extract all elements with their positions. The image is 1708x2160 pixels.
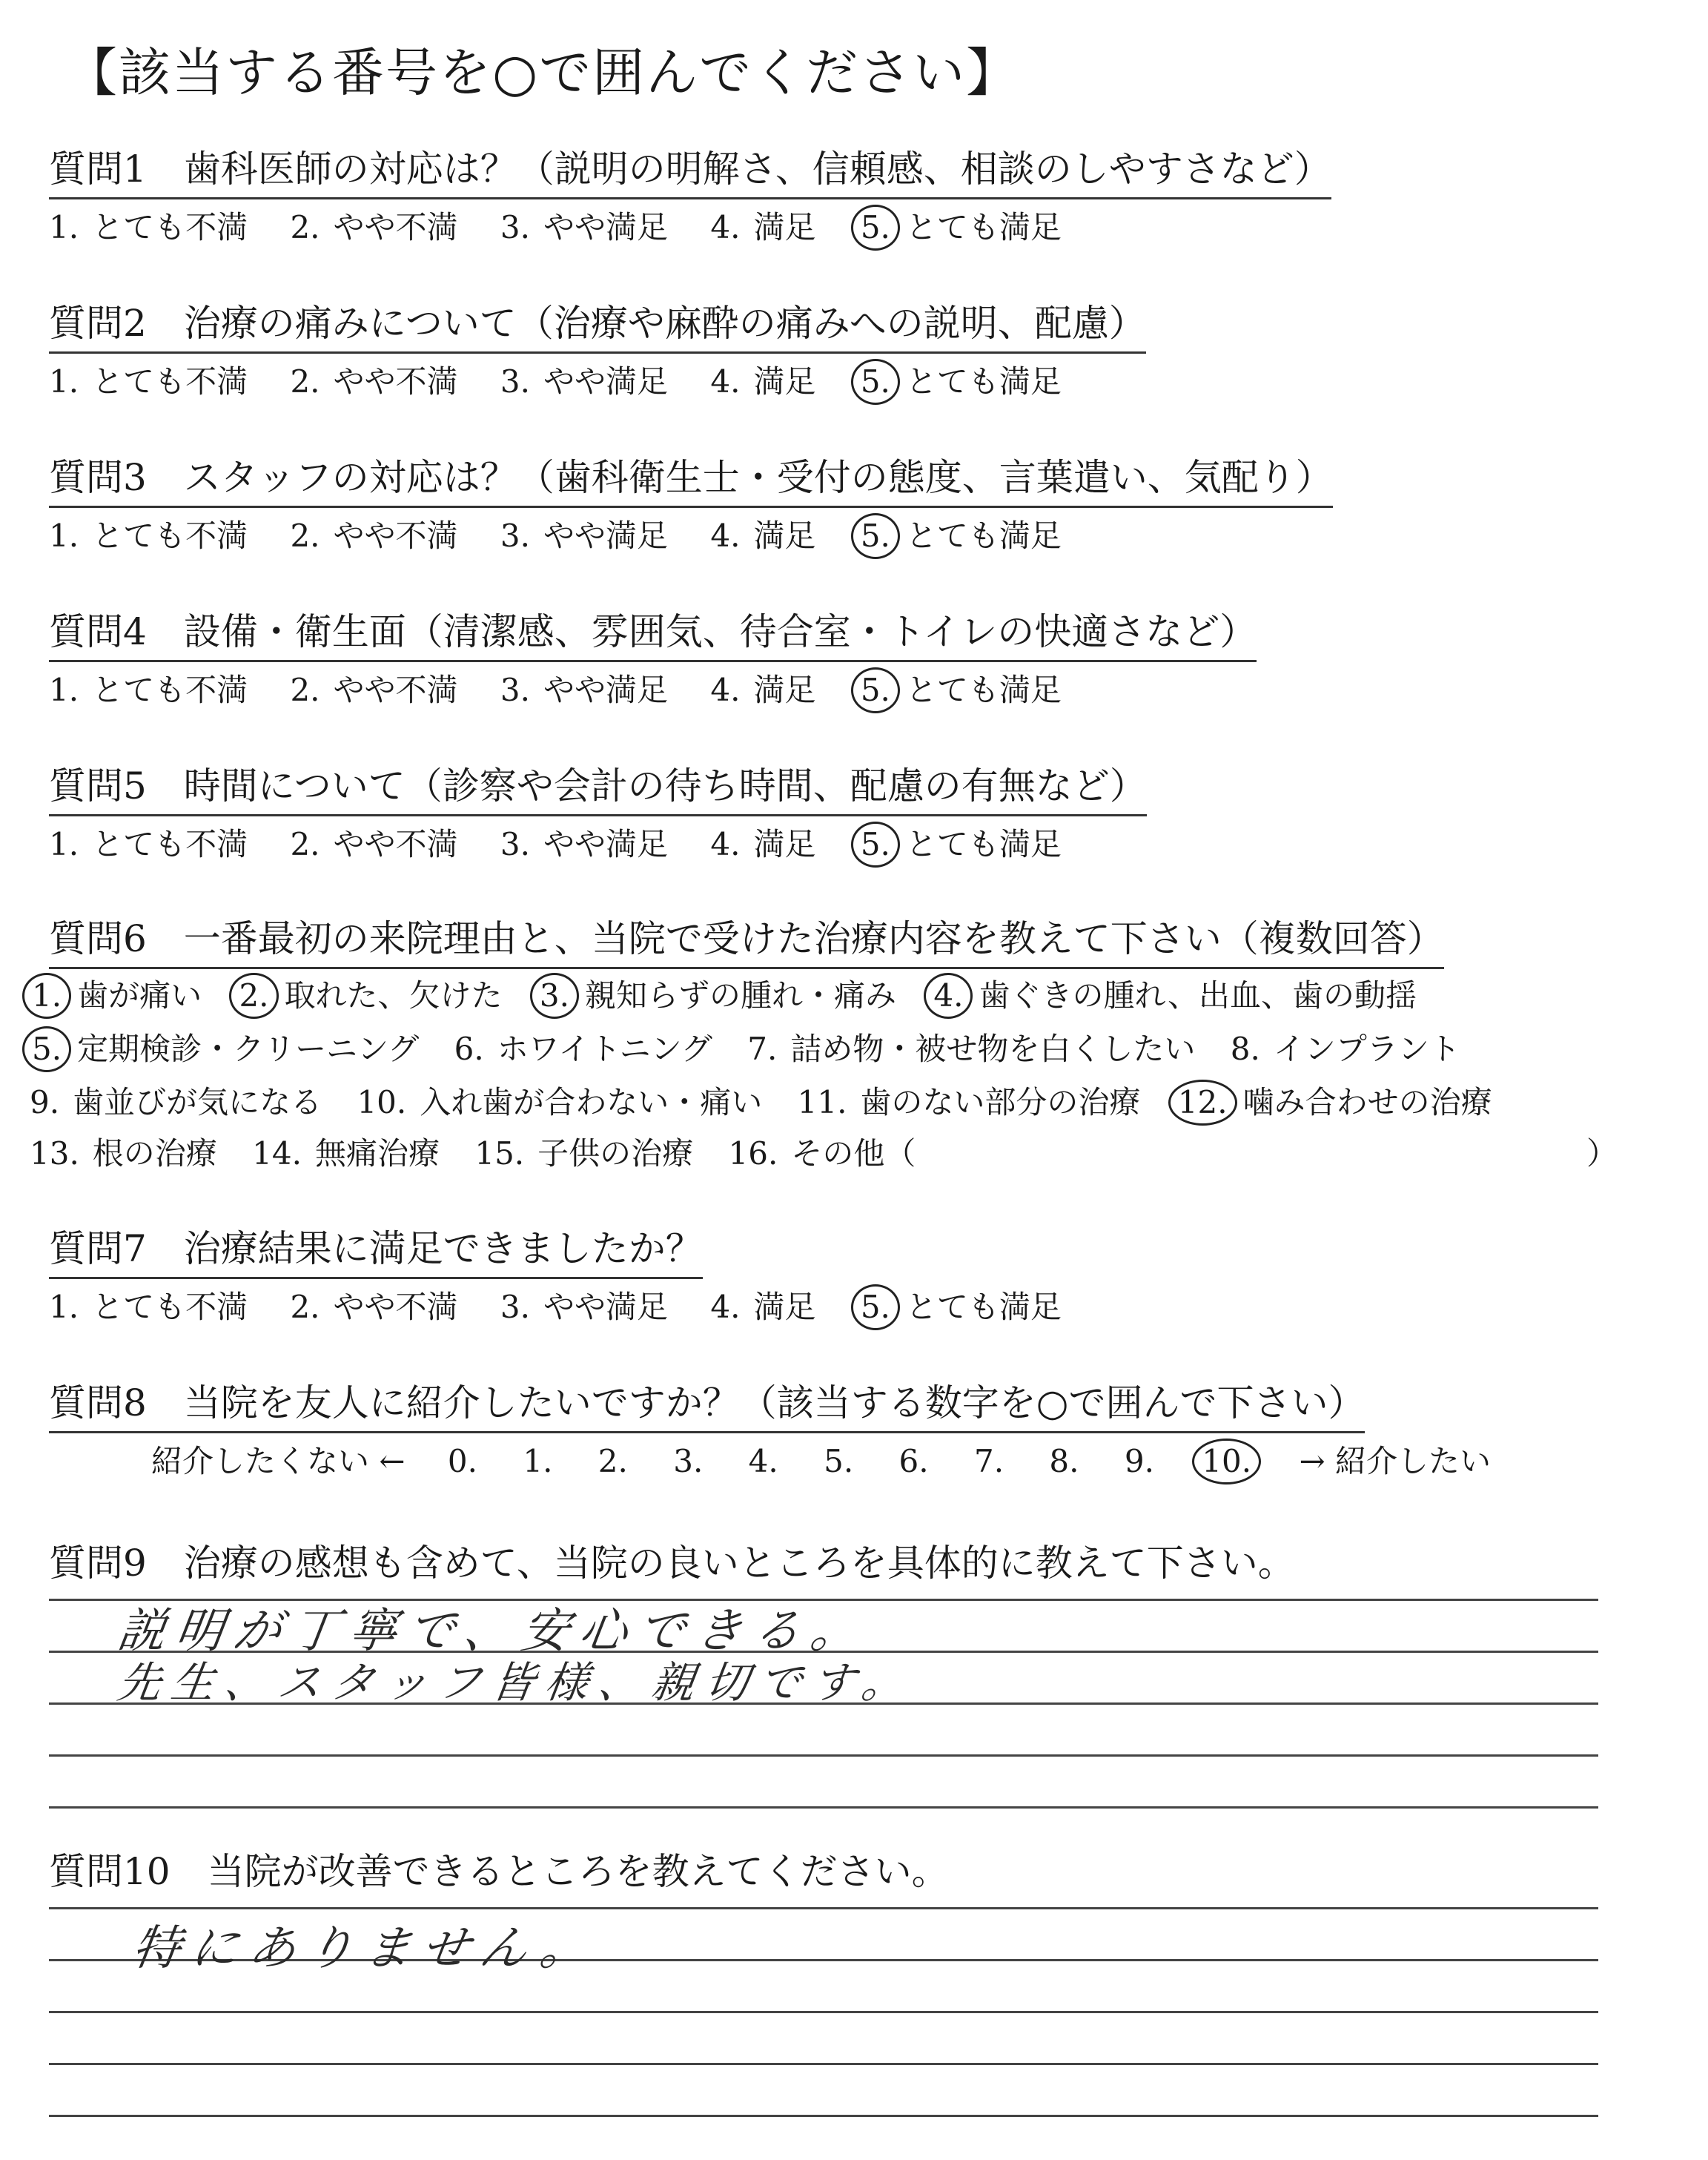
q2-option-5-selected[interactable]: 5. とても満足 (858, 359, 1062, 405)
q8-option-3[interactable]: 3. (673, 1443, 704, 1479)
q3-option-4[interactable]: 4. 満足 (710, 518, 816, 554)
q8-left-label: 紹介したくない ← (151, 1443, 406, 1479)
q10-line-4 (49, 2063, 1598, 2065)
question-2-title: 質問2 治療の痛みについて（治療や麻酔の痛みへの説明、配慮） (49, 300, 1146, 354)
q4-option-2[interactable]: 2. やや不満 (290, 672, 458, 708)
question-6-title: 質問6 一番最初の来院理由と、当院で受けた治療内容を教えて下さい（複数回答） (49, 915, 1444, 969)
q5-option-4[interactable]: 4. 満足 (710, 826, 816, 862)
q7-option-2[interactable]: 2. やや不満 (290, 1289, 458, 1325)
q6-option-2[interactable]: 2. 取れた、欠けた (236, 973, 502, 1019)
q6-option-5[interactable]: 5. 定期検診・クリーニング (30, 1026, 419, 1072)
q6-option-11[interactable]: 11. 歯のない部分の治療 (797, 1084, 1141, 1120)
question-8-scale (151, 1439, 1491, 1484)
question-3-title: 質問3 スタッフの対応は？（歯科衛生士・受付の態度、言葉遣い、気配り） (49, 454, 1333, 508)
q1-option-3[interactable]: 3. やや満足 (500, 209, 668, 245)
question-7-title: 質問7 治療結果に満足できましたか？ (49, 1225, 703, 1279)
q10-handwritten-answer: 特にありません。 (128, 1921, 603, 1976)
q6-option-10[interactable]: 10. 入れ歯が合わない・痛い (357, 1084, 763, 1120)
question-4-options (49, 667, 1094, 713)
q8-option-6[interactable]: 6. (898, 1443, 929, 1479)
q4-option-5-selected[interactable]: 5. とても満足 (858, 667, 1062, 713)
q3-option-2[interactable]: 2. やや不満 (290, 518, 458, 554)
q7-option-3[interactable]: 3. やや満足 (500, 1289, 668, 1325)
q3-option-1[interactable]: 1. とても不満 (49, 518, 248, 554)
q10-line-1 (49, 1907, 1598, 1909)
q5-option-3[interactable]: 3. やや満足 (500, 826, 668, 862)
q1-option-2[interactable]: 2. やや不満 (290, 209, 458, 245)
q5-option-5-selected[interactable]: 5. とても満足 (858, 822, 1062, 868)
q8-option-4[interactable]: 4. (748, 1443, 778, 1479)
q4-option-3[interactable]: 3. やや満足 (500, 672, 668, 708)
q6-other-close-paren: ） (1586, 1135, 1618, 1172)
question-8-title: 質問8 当院を友人に紹介したいですか？（該当する数字を○で囲んで下さい） (49, 1379, 1365, 1433)
question-4-title: 質問4 設備・衛生面（清潔感、雰囲気、待合室・トイレの快適さなど） (49, 608, 1257, 662)
q6-option-7[interactable]: 7. 詰め物・被せ物を白くしたい (747, 1031, 1196, 1067)
q8-option-10-selected[interactable]: 10. (1199, 1439, 1267, 1484)
question-1-title: 質問1 歯科医師の対応は？（説明の明解さ、信頼感、相談のしやすさなど） (49, 145, 1331, 199)
q10-line-3 (49, 2011, 1598, 2013)
q6-row-1 (30, 973, 1442, 1019)
q8-option-5[interactable]: 5. (824, 1443, 854, 1479)
q2-option-4[interactable]: 4. 満足 (710, 363, 816, 400)
q1-option-1[interactable]: 1. とても不満 (49, 209, 248, 245)
q7-option-5-selected[interactable]: 5. とても満足 (858, 1284, 1062, 1330)
q2-option-3[interactable]: 3. やや満足 (500, 363, 668, 400)
question-1-options (49, 205, 1094, 251)
q6-option-14[interactable]: 14. 無痛治療 (252, 1135, 440, 1172)
q6-option-4[interactable]: 4. 歯ぐきの腫れ、出血、歯の動揺 (931, 973, 1417, 1019)
question-5-options (49, 822, 1094, 868)
q9-line-4 (49, 1754, 1598, 1757)
question-3-options (49, 513, 1094, 559)
q6-row-3 (30, 1080, 1517, 1126)
q8-option-2[interactable]: 2. (598, 1443, 628, 1479)
q1-option-5-selected[interactable]: 5. とても満足 (858, 205, 1062, 251)
q7-option-1[interactable]: 1. とても不満 (49, 1289, 248, 1325)
q6-option-12[interactable]: 12. 噛み合わせの治療 (1176, 1080, 1492, 1126)
q6-option-1[interactable]: 1. 歯が痛い (30, 973, 202, 1019)
q5-option-1[interactable]: 1. とても不満 (49, 826, 248, 862)
q9-line-5 (49, 1806, 1598, 1809)
q10-line-5 (49, 2115, 1598, 2117)
question-7-options (49, 1284, 1094, 1330)
question-9-title: 質問9 治療の感想も含めて、当院の良いところを具体的に教えて下さい。 (49, 1542, 1295, 1585)
q8-right-label: → 紹介したい (1299, 1443, 1491, 1479)
question-2-options (49, 359, 1094, 405)
q2-option-2[interactable]: 2. やや不満 (290, 363, 458, 400)
q8-option-8[interactable]: 8. (1049, 1443, 1079, 1479)
q3-option-3[interactable]: 3. やや満足 (500, 518, 668, 554)
q6-option-6[interactable]: 6. ホワイトニング (454, 1031, 712, 1067)
q6-option-15[interactable]: 15. 子供の治療 (474, 1135, 694, 1172)
q9-handwritten-answer-1: 説明が丁寧で、安心できる。 (113, 1604, 873, 1659)
q3-option-5-selected[interactable]: 5. とても満足 (858, 513, 1062, 559)
q4-option-1[interactable]: 1. とても不満 (49, 672, 248, 708)
question-5-title: 質問5 時間について（診察や会計の待ち時間、配慮の有無など） (49, 762, 1147, 816)
q2-option-1[interactable]: 1. とても不満 (49, 363, 248, 400)
q6-option-8[interactable]: 8. インプラント (1230, 1031, 1460, 1067)
question-10-title: 質問10 当院が改善できるところを教えてください。 (49, 1850, 949, 1893)
q6-row-4 (30, 1133, 941, 1175)
q1-option-4[interactable]: 4. 満足 (710, 209, 816, 245)
q6-option-13[interactable]: 13. 根の治療 (30, 1135, 217, 1172)
q8-option-9[interactable]: 9. (1124, 1443, 1154, 1479)
q8-option-1[interactable]: 1. (523, 1443, 553, 1479)
q5-option-2[interactable]: 2. やや不満 (290, 826, 458, 862)
instruction-heading: 【該当する番号を○で囲んでください】 (65, 42, 1020, 103)
q6-option-16[interactable]: 16. その他（ (728, 1135, 916, 1172)
q7-option-4[interactable]: 4. 満足 (710, 1289, 816, 1325)
q9-handwritten-answer-2: 先生、スタッフ皆様、親切です。 (114, 1657, 919, 1708)
q6-option-9[interactable]: 9. 歯並びが気になる (30, 1084, 322, 1120)
q6-option-3[interactable]: 3. 親知らずの腫れ・痛み (537, 973, 896, 1019)
q8-option-7[interactable]: 7. (973, 1443, 1004, 1479)
q8-option-0[interactable]: 0. (447, 1443, 477, 1479)
q6-row-2 (30, 1026, 1486, 1072)
q4-option-4[interactable]: 4. 満足 (710, 672, 816, 708)
